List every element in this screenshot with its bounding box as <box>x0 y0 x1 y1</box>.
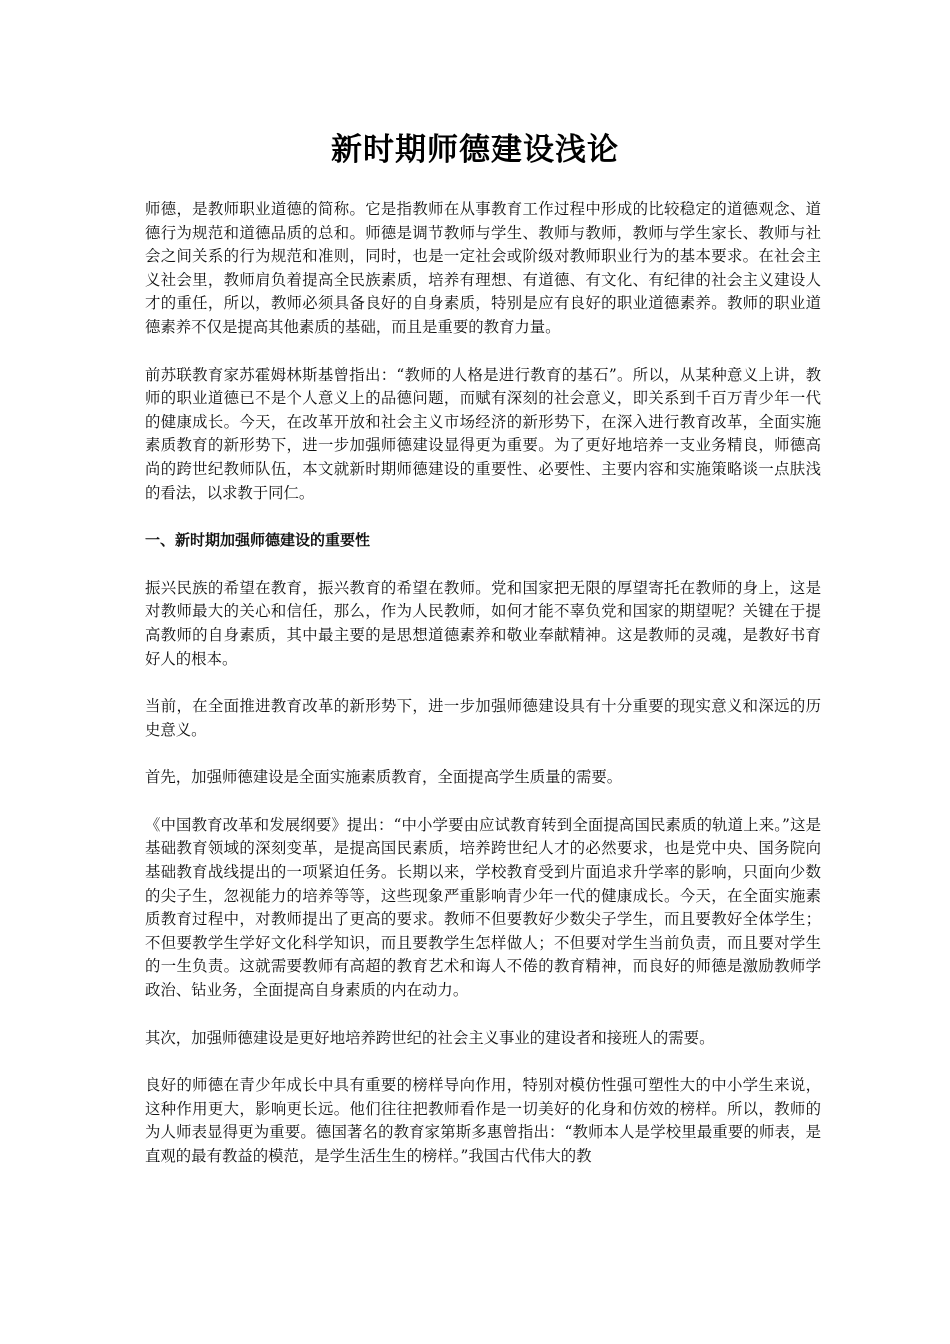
section-heading: 一、新时期加强师德建设的重要性 <box>145 531 371 550</box>
document-title: 新时期师德建设浅论 <box>331 132 619 168</box>
section-paragraph: 其次，加强师德建设是更好地培养跨世纪的社会主义事业的建设者和接班人的需要。 <box>145 1028 715 1047</box>
document-body <box>145 198 821 1193</box>
section-paragraph: 良好的师德在青少年成长中具有重要的榜样导向作用，特别对模仿性强可塑性大的中小学生来说，这种作用更大，影响更长远。他们往往把教师看作是一切美好的化身和仿效的榜样。所以，教师的为人师表显得更为重要。德国著名的教育家第斯多惠曾指出：“教师本人是学校里最重要的师表，是直观的最有教益的模范，是学生活生生的榜样。”我国古代伟大的教 <box>145 1076 821 1165</box>
section-paragraph: 首先，加强师德建设是全面实施素质教育，全面提高学生质量的需要。 <box>145 768 623 787</box>
section-paragraph: 当前，在全面推进教育改革的新形势下，进一步加强师德建设具有十分重要的现实意义和深远的历史意义。 <box>145 697 821 739</box>
intro-paragraph: 师德，是教师职业道德的简称。它是指教师在从事教育工作过程中形成的比较稳定的道德观念、道德行为规范和道德品质的总和。师德是调节教师与学生、教师与教师，教师与学生家长、教师与社会之间关系的行为规范和准则，同时，也是一定社会或阶级对教师职业行为的基本要求。在社会主义社会里，教师肩负着提高全民族素质，培养有理想、有道德、有文化、有纪律的社会主义建设人才的重任，所以，教师必须具备良好的自身素质，特别是应有良好的职业道德素养。教师的职业道德素养不仅是提高其他素质的基础，而且是重要的教育力量。 <box>145 200 821 336</box>
section-paragraph: 《中国教育改革和发展纲要》提出：“中小学要由应试教育转到全面提高国民素质的轨道上来。”这是基础教育领域的深刻变革，是提高国民素质，培养跨世纪人才的必然要求，也是党中央、国务院向基础教育战线提出的一项紧迫任务。长期以来，学校教育受到片面追求升学率的影响，只面向少数的尖子生，忽视能力的培养等等，这些现象严重影响青少年一代的健康成长。今天，在全面实施素质教育过程中，对教师提出了更高的要求。教师不但要教好少数尖子学生，而且要教好全体学生；不但要教学生学好文化科学知识，而且要教学生怎样做人；不但要对学生当前负责，而且要对学生的一生负责。这就需要教师有高超的教育艺术和诲人不倦的教育精神，而良好的师德是激励教师学政治、钻业务，全面提高自身素质的内在动力。 <box>145 815 821 1000</box>
section-paragraph: 振兴民族的希望在教育，振兴教育的希望在教师。党和国家把无限的厚望寄托在教师的身上，这是对教师最大的关心和信任，那么，作为人民教师，如何才能不辜负党和国家的期望呢？关键在于提高教师的自身素质，其中最主要的是思想道德素养和敬业奉献精神。这是教师的灵魂，是教好书育好人的根本。 <box>145 578 821 668</box>
intro-paragraph: 前苏联教育家苏霍姆林斯基曾指出：“教师的人格是进行教育的基石”。所以，从某种意义上讲，教师的职业道德已不是个人意义上的品德问题，而赋有深刻的社会意义，即关系到千百万青少年一代的健康成长。今天，在改革开放和社会主义市场经济的新形势下，在深入进行教育改革，全面实施素质教育的新形势下，进一步加强师德建设显得更为重要。为了更好地培养一支业务精良，师德高尚的跨世纪教师队伍，本文就新时期师德建设的重要性、必要性、主要内容和实施策略谈一点肤浅的看法，以求教于同仁。 <box>145 365 821 502</box>
